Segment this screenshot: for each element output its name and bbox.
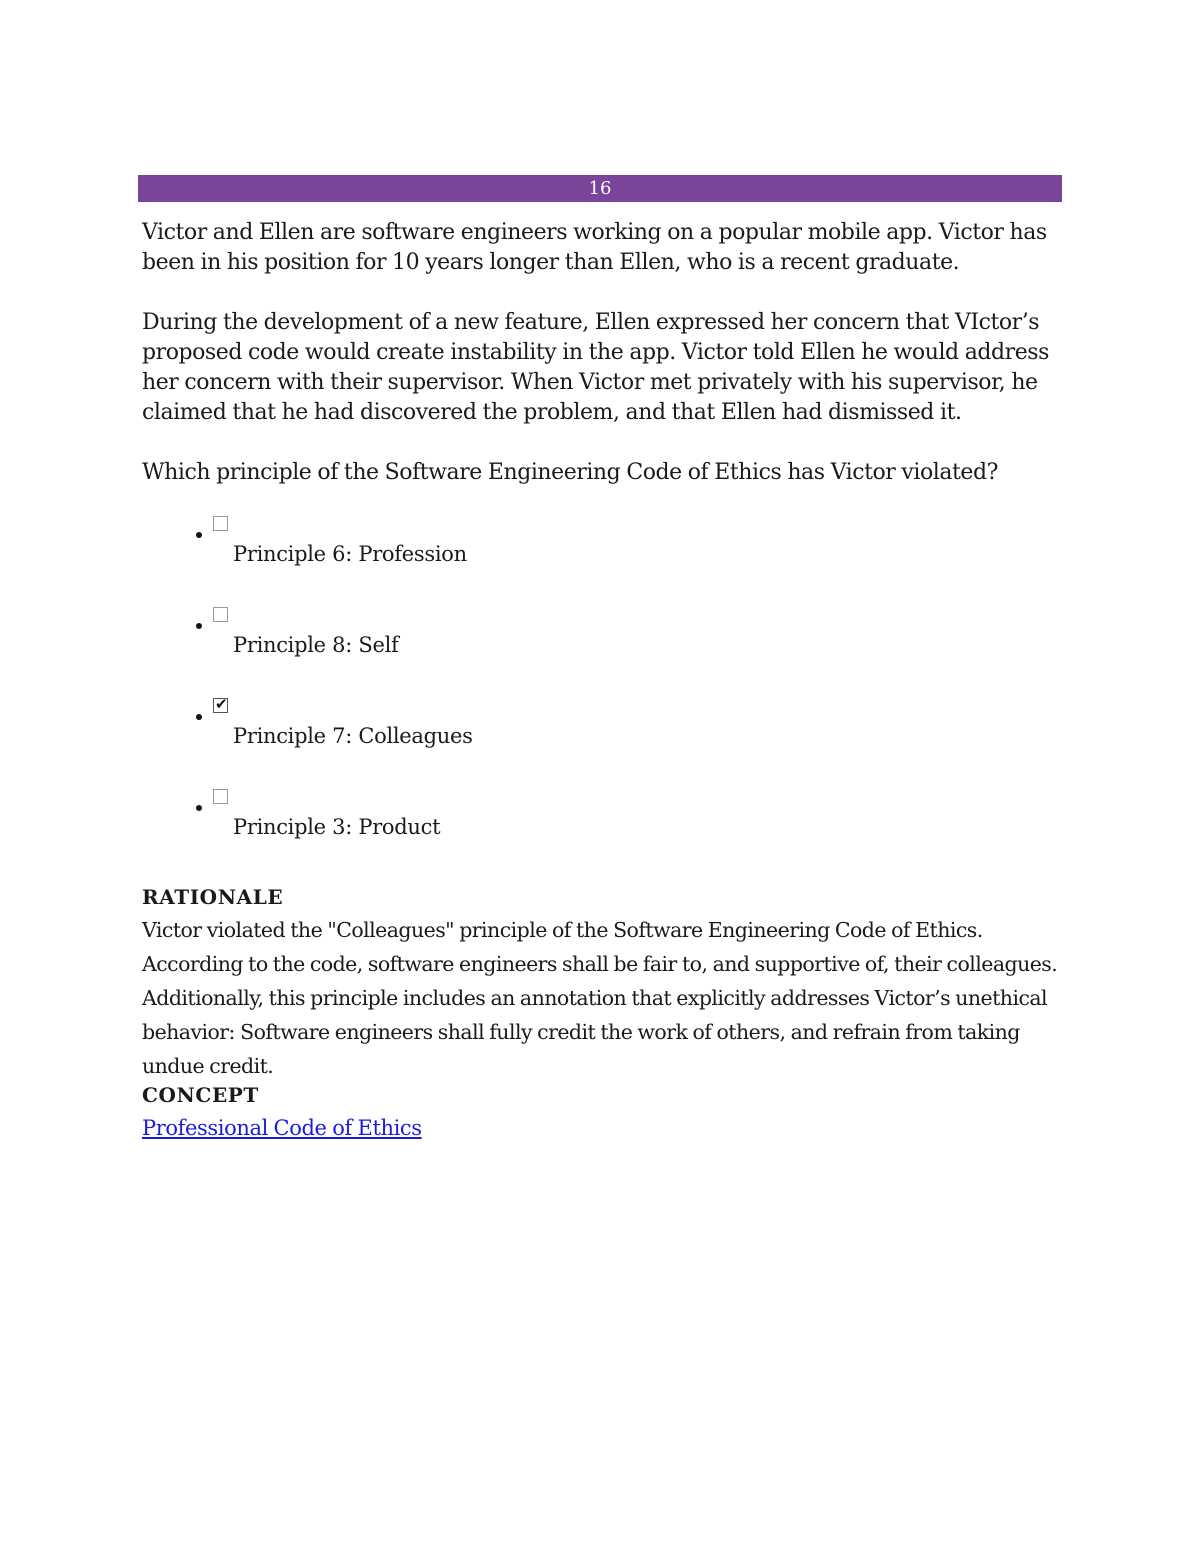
concept-link[interactable]: Professional Code of Ethics	[142, 1116, 422, 1140]
question-content	[142, 218, 1072, 1143]
answer-option[interactable]	[142, 603, 1072, 694]
rationale-text: Victor violated the "Colleagues" principle of the Software Engineering Code of Ethics. According to the code, software engineers shall be fair to, and supportive of, their colleagues. Additionally, this principle includes an annotation that explicitly addresses Victor’s unethical behavior: Software engineers shall fully credit the work of others, and refrain from taking undue credit.	[142, 918, 1058, 1078]
bullet-icon	[196, 623, 202, 629]
answer-option[interactable]	[142, 694, 1072, 785]
rationale-heading: RATIONALE	[142, 885, 284, 909]
bullet-icon	[196, 532, 202, 538]
answer-options	[142, 512, 1072, 876]
answer-checkbox[interactable]	[213, 607, 228, 622]
bullet-icon	[196, 805, 202, 811]
question-paragraph-1: Victor and Ellen are software engineers working on a popular mobile app. Victor has been in his position for 10 years longer than Ellen, who is a recent graduate.	[142, 220, 1047, 275]
bullet-icon	[196, 714, 202, 720]
answer-option-label: Principle 8: Self	[233, 633, 399, 657]
checkmark-icon: ✔	[215, 695, 228, 713]
answer-option-label: Principle 3: Product	[233, 815, 441, 839]
answer-checkbox[interactable]	[213, 516, 228, 531]
answer-option-label: Principle 6: Profession	[233, 542, 467, 566]
answer-checkbox-checked[interactable]	[213, 695, 228, 713]
concept-heading: CONCEPT	[142, 1083, 259, 1107]
answer-checkbox[interactable]	[213, 789, 228, 804]
question-number-bar	[138, 175, 1062, 202]
question-paragraph-2: During the development of a new feature, Ellen expressed her concern that VIctor’s proposed code would create instability in the app. Victor told Ellen he would address her concern with their supervisor. When Victor met privately with his supervisor, he claimed that he had discovered the problem, and that Ellen had dismissed it.	[142, 310, 1049, 425]
answer-option[interactable]	[142, 785, 1072, 876]
question-number: 16	[588, 178, 612, 199]
answer-option[interactable]	[142, 512, 1072, 603]
question-prompt: Which principle of the Software Engineering Code of Ethics has Victor violated?	[142, 460, 998, 485]
answer-option-label: Principle 7: Colleagues	[233, 724, 473, 748]
